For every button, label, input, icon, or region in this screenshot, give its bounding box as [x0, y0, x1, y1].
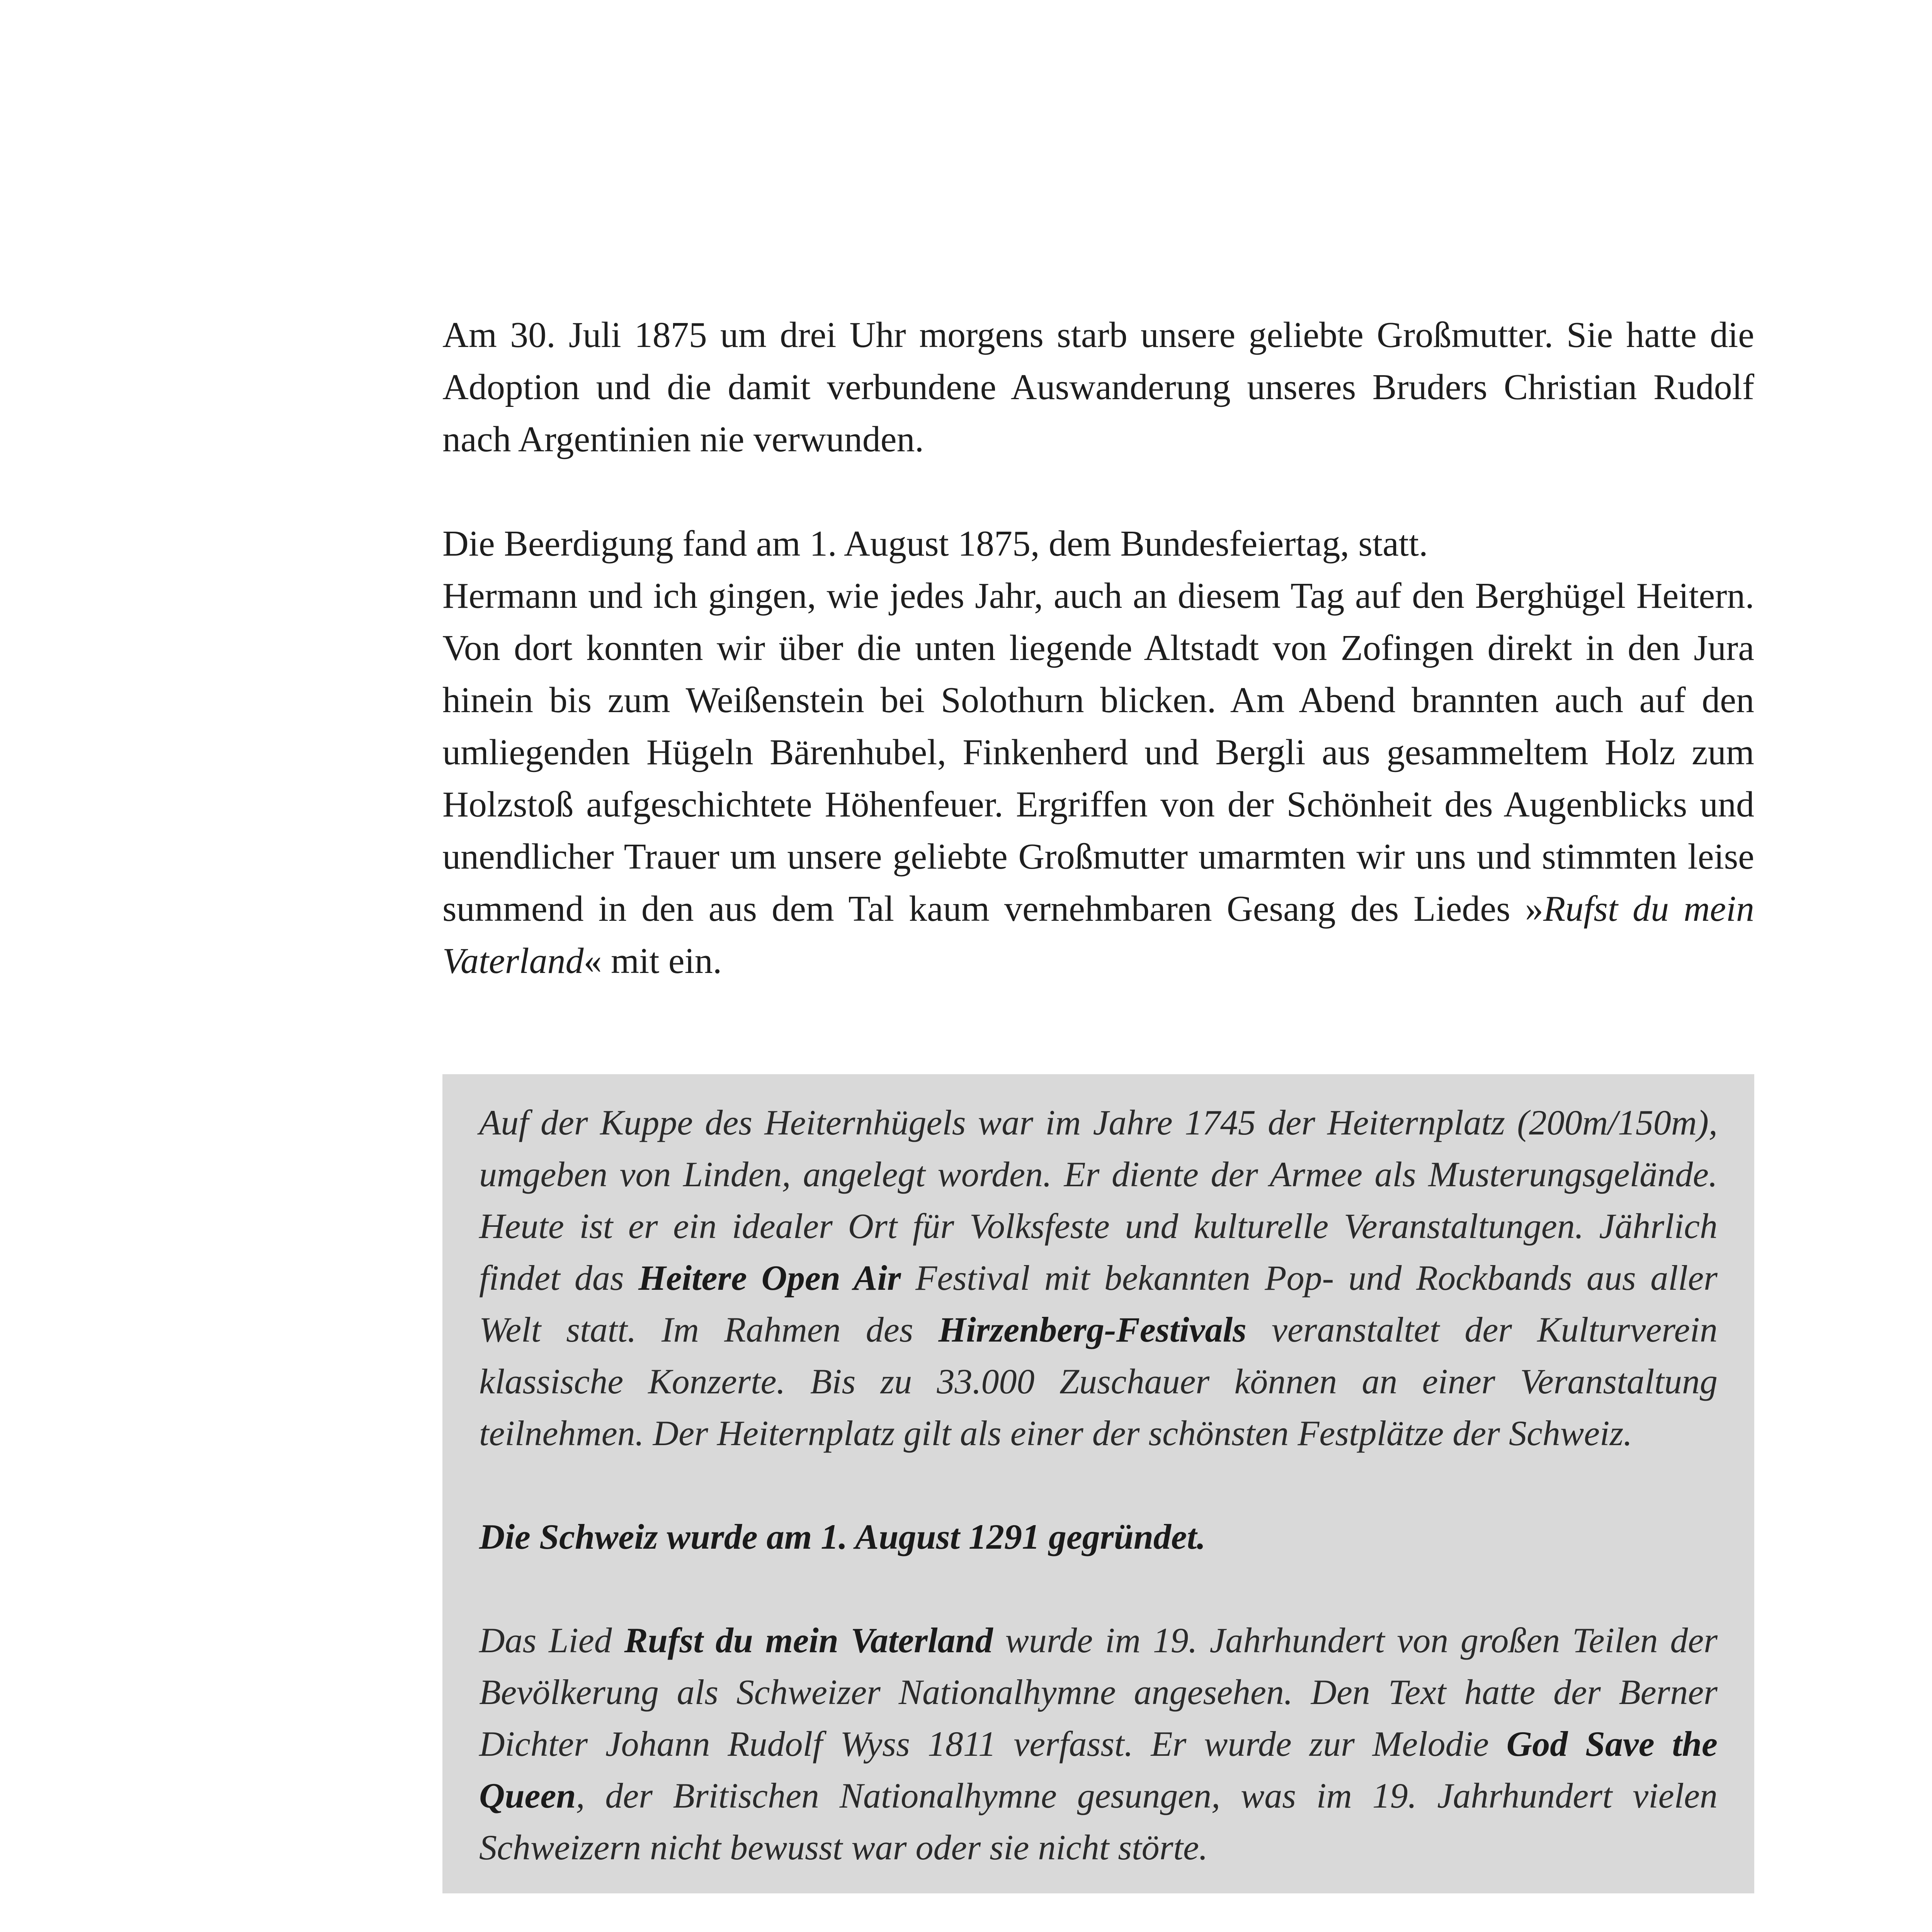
info-founding-date: Die Schweiz wurde am 1. August 1291 gegründet. [479, 1517, 1206, 1556]
funeral-date-line: Die Beerdigung fand am 1. August 1875, dem Bundesfeiertag, statt. [442, 524, 1428, 564]
song-title: Rufst du mein Vaterland [442, 889, 1754, 981]
heitere-open-air: Heitere Open Air [638, 1258, 901, 1298]
heitern-narrative: Hermann und ich gingen, wie jedes Jahr, auch an diesem Tag auf den Berghügel Heitern. Von dort konnten wir über die unten liegende Altstadt von Zofingen direkt in den Jura hinein bis zum Weißenstein bei Solothurn blicken. Am Abend brannten auch auf den umliegenden Hügeln Bärenhubel, Finkenherd und Bergli aus gesammeltem Holz zum Holzstoß aufgeschichtete Höhenfeuer. Ergriffen von der Schönheit des Augenblicks und unendlicher Trauer um unsere geliebte Großmutter umarmten wir uns und stimmten leise summend in den aus dem Tal kaum vernehmbaren Gesang des Liedes »Rufst du mein Vaterland« mit ein. [442, 576, 1754, 981]
info-anthem: Das Lied Rufst du mein Vaterland wurde im 19. Jahrhundert von großen Teilen der Bevölkerung als Schweizer Nationalhymne angesehen. Den Text hatte der Berner Dichter Johann Rudolf Wyss 1811 verfasst. Er wurde zur Melodie God Save the Queen, der Britischen Nationalhymne gesungen, was im 19. Jahrhundert vielen Schweizern nicht bewusst war oder sie nicht störte. [479, 1621, 1718, 1867]
paragraph-grandmother-death: Am 30. Juli 1875 um drei Uhr morgens starb unsere geliebte Großmutter. Sie hatte die Adoption und die damit verbundene Auswanderung unseres Bruders Christian Rudolf nach Argentinien nie verwunden. [442, 315, 1754, 459]
hirzenberg-festivals: Hirzenberg-Festivals [938, 1310, 1247, 1349]
god-save-the-queen: God Save the Queen [479, 1724, 1718, 1815]
paragraph-funeral [442, 518, 1754, 987]
anthem-title: Rufst du mein Vaterland [624, 1621, 993, 1660]
info-heiternplatz: Auf der Kuppe des Heiternhügels war im Jahre 1745 der Heiternplatz (200m/150m), umgeben von Linden, angelegt worden. Er diente der Armee als Musterungsgelände. Heute ist er ein idealer Ort für Volksfeste und kulturelle Veranstaltungen. Jährlich findet das Heitere Open Air Festival mit bekannten Pop- und Rockbands aus aller Welt statt. Im Rahmen des Hirzenberg-Festivals veranstaltet der Kulturverein klassische Konzerte. Bis zu 33.000 Zuschauer können an einer Veranstaltung teilnehmen. Der Heiternplatz gilt als einer der schönsten Festplätze der Schweiz. [479, 1103, 1718, 1453]
info-box [442, 1074, 1754, 1893]
